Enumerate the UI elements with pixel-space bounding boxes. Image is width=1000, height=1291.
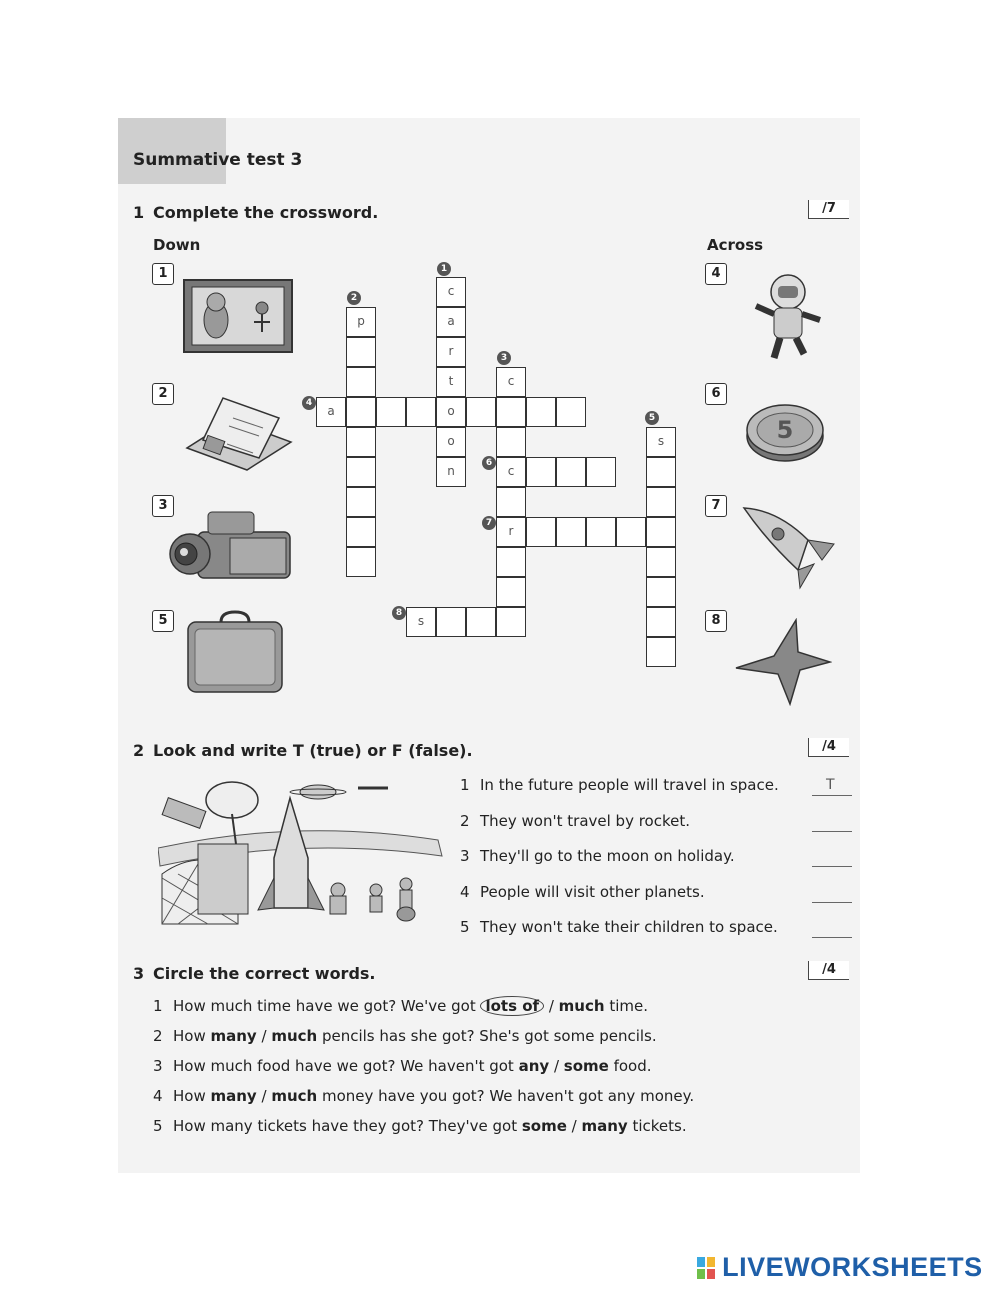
test-title: Summative test 3 bbox=[133, 150, 303, 170]
picture-number-7: 7 bbox=[705, 495, 727, 517]
rocket-picture bbox=[738, 500, 838, 590]
item-text: food. bbox=[608, 1057, 652, 1075]
item-number: 2 bbox=[153, 1027, 163, 1045]
statement-number: 1 bbox=[460, 776, 470, 794]
clue-number-3: 3 bbox=[497, 351, 511, 365]
cell-3down-1[interactable]: c bbox=[496, 367, 526, 397]
section2-heading: Look and write T (true) or F (false). bbox=[153, 741, 473, 760]
cell-7across-5[interactable] bbox=[616, 517, 646, 547]
coin-picture bbox=[744, 400, 826, 464]
section2-number: 2 bbox=[133, 741, 145, 760]
option-separator: / bbox=[566, 1117, 582, 1135]
option-word-1[interactable]: lots of bbox=[480, 996, 544, 1016]
cell-8across-3[interactable] bbox=[466, 607, 496, 637]
cell-7across-4[interactable] bbox=[586, 517, 616, 547]
item-sentence bbox=[173, 1027, 657, 1045]
answer-line[interactable] bbox=[812, 831, 852, 832]
cell-8across-1[interactable]: s bbox=[406, 607, 436, 637]
cell-7across-3[interactable] bbox=[556, 517, 586, 547]
picture-number-6: 6 bbox=[705, 383, 727, 405]
option-word-2[interactable]: much bbox=[558, 997, 605, 1015]
option-word-2[interactable]: much bbox=[271, 1027, 318, 1045]
cell-2down-1[interactable]: p bbox=[346, 307, 376, 337]
statement-answer: T bbox=[826, 777, 835, 793]
liveworksheets-logo bbox=[697, 1252, 983, 1286]
item-number: 3 bbox=[153, 1057, 163, 1075]
item-sentence bbox=[173, 997, 648, 1015]
option-separator: / bbox=[256, 1087, 272, 1105]
statement-text: They won't travel by rocket. bbox=[480, 811, 691, 830]
item-text: pencils has she got? She's got some pencils. bbox=[317, 1027, 657, 1045]
item-text: How many tickets have they got? They've got bbox=[173, 1117, 522, 1135]
section1-score: /7 bbox=[808, 200, 849, 219]
item-text: How bbox=[173, 1027, 211, 1045]
cell-3down-6[interactable]: r bbox=[496, 517, 526, 547]
svg-text:5: 5 bbox=[776, 416, 794, 444]
space-scene-picture bbox=[158, 778, 448, 926]
picture-number-4: 4 bbox=[705, 263, 727, 285]
picture-number-1: 1 bbox=[152, 263, 174, 285]
cell-5down-2[interactable] bbox=[646, 457, 676, 487]
cell-2down-3[interactable] bbox=[346, 367, 376, 397]
answer-line[interactable] bbox=[812, 902, 852, 903]
section1-number: 1 bbox=[133, 203, 145, 222]
cell-1down-7[interactable]: n bbox=[436, 457, 466, 487]
statement-number: 4 bbox=[460, 882, 470, 901]
cell-3down-2[interactable] bbox=[496, 397, 526, 427]
cell-5down-8[interactable] bbox=[646, 637, 676, 667]
option-separator: / bbox=[256, 1027, 272, 1045]
cell-3down-3[interactable] bbox=[496, 427, 526, 457]
picture-number-5: 5 bbox=[152, 610, 174, 632]
option-word-2[interactable]: much bbox=[271, 1087, 318, 1105]
cell-2down-4[interactable] bbox=[346, 397, 376, 427]
answer-line[interactable] bbox=[812, 866, 852, 867]
item-text: How much time have we got? We've got bbox=[173, 997, 481, 1015]
cell-3down-9[interactable] bbox=[496, 607, 526, 637]
section3-score: /4 bbox=[808, 961, 849, 980]
statement-number: 2 bbox=[460, 811, 470, 830]
item-text: How bbox=[173, 1087, 211, 1105]
cell-3down-5[interactable] bbox=[496, 487, 526, 517]
cell-6across-2[interactable] bbox=[526, 457, 556, 487]
cell-2down-7[interactable] bbox=[346, 487, 376, 517]
logo-text: LIVEWORKSHEETS bbox=[722, 1252, 983, 1282]
option-word-1[interactable]: some bbox=[521, 1117, 567, 1135]
cell-2down-8[interactable] bbox=[346, 517, 376, 547]
item-number: 4 bbox=[153, 1087, 163, 1105]
statement-text: They won't take their children to space. bbox=[480, 918, 778, 936]
cartoon-tv-picture bbox=[182, 278, 294, 354]
cell-1down-4[interactable]: t bbox=[436, 367, 466, 397]
picture-number-8: 8 bbox=[705, 610, 727, 632]
cell-2down-6[interactable] bbox=[346, 457, 376, 487]
cell-3down-8[interactable] bbox=[496, 577, 526, 607]
answer-line[interactable] bbox=[812, 795, 852, 796]
cell-1down-2[interactable]: a bbox=[436, 307, 466, 337]
item-sentence bbox=[173, 1087, 694, 1105]
item-number: 5 bbox=[153, 1117, 163, 1135]
statement-number: 3 bbox=[460, 847, 470, 865]
cell-3down-7[interactable] bbox=[496, 547, 526, 577]
cell-4across-3[interactable] bbox=[376, 397, 406, 427]
cell-4across-4[interactable] bbox=[406, 397, 436, 427]
option-word-1[interactable]: many bbox=[210, 1087, 257, 1105]
option-word-2[interactable]: many bbox=[581, 1117, 628, 1135]
video-camera-picture bbox=[168, 508, 294, 586]
clue-number-2: 2 bbox=[347, 291, 361, 305]
item-sentence bbox=[173, 1117, 687, 1135]
statement-text: They'll go to the moon on holiday. bbox=[480, 847, 735, 865]
cell-5down-7[interactable] bbox=[646, 607, 676, 637]
cell-2down-2[interactable] bbox=[346, 337, 376, 367]
cell-8across-2[interactable] bbox=[436, 607, 466, 637]
item-sentence bbox=[173, 1057, 652, 1075]
across-label: Across bbox=[707, 236, 764, 254]
statement-number: 5 bbox=[460, 918, 470, 936]
clue-number-6: 6 bbox=[482, 456, 496, 470]
item-text: time. bbox=[604, 997, 648, 1015]
section1-heading: Complete the crossword. bbox=[153, 203, 379, 222]
cell-5down-5[interactable] bbox=[646, 547, 676, 577]
cell-1down-6[interactable]: o bbox=[436, 427, 466, 457]
item-text: tickets. bbox=[627, 1117, 687, 1135]
picture-number-2: 2 bbox=[152, 383, 174, 405]
cell-5down-4[interactable] bbox=[646, 517, 676, 547]
option-separator: / bbox=[549, 1057, 564, 1075]
option-word-2[interactable]: some bbox=[563, 1057, 609, 1075]
cell-6across-4[interactable] bbox=[586, 457, 616, 487]
section2-score: /4 bbox=[808, 738, 849, 757]
suitcase-picture bbox=[185, 610, 285, 694]
item-text: How much food have we got? We haven't got bbox=[173, 1057, 519, 1075]
cell-5down-1[interactable]: s bbox=[646, 427, 676, 457]
option-word-1[interactable]: any bbox=[518, 1057, 550, 1075]
option-separator: / bbox=[544, 997, 559, 1015]
cell-4across-9[interactable] bbox=[556, 397, 586, 427]
cell-5down-6[interactable] bbox=[646, 577, 676, 607]
star-picture bbox=[734, 618, 832, 706]
statement-text: People will visit other planets. bbox=[480, 882, 705, 901]
cell-1down-3[interactable]: r bbox=[436, 337, 466, 367]
cell-1down-1[interactable]: c bbox=[436, 277, 466, 307]
down-label: Down bbox=[153, 236, 201, 254]
answer-line[interactable] bbox=[812, 937, 852, 938]
section3-number: 3 bbox=[133, 964, 145, 983]
clue-number-7: 7 bbox=[482, 516, 496, 530]
section3-heading: Circle the correct words. bbox=[153, 964, 376, 983]
clue-number-4: 4 bbox=[302, 396, 316, 410]
cell-3down-4[interactable]: c bbox=[496, 457, 526, 487]
cell-2down-9[interactable] bbox=[346, 547, 376, 577]
clue-number-1: 1 bbox=[437, 262, 451, 276]
cell-4across-6[interactable] bbox=[466, 397, 496, 427]
cell-7across-2[interactable] bbox=[526, 517, 556, 547]
cell-5down-3[interactable] bbox=[646, 487, 676, 517]
picture-number-3: 3 bbox=[152, 495, 174, 517]
cell-1down-5[interactable]: o bbox=[436, 397, 466, 427]
passport-picture bbox=[183, 388, 295, 474]
cell-2down-5[interactable] bbox=[346, 427, 376, 457]
clue-number-5: 5 bbox=[645, 411, 659, 425]
statement-text: In the future people will travel in space. bbox=[480, 776, 779, 794]
astronaut-picture bbox=[748, 270, 828, 362]
cell-4across-8[interactable] bbox=[526, 397, 556, 427]
item-number: 1 bbox=[153, 997, 163, 1015]
logo-icon bbox=[697, 1255, 717, 1281]
cell-6across-3[interactable] bbox=[556, 457, 586, 487]
option-word-1[interactable]: many bbox=[210, 1027, 257, 1045]
cell-4across-1[interactable]: a bbox=[316, 397, 346, 427]
item-text: money have you got? We haven't got any money. bbox=[317, 1087, 695, 1105]
clue-number-8: 8 bbox=[392, 606, 406, 620]
